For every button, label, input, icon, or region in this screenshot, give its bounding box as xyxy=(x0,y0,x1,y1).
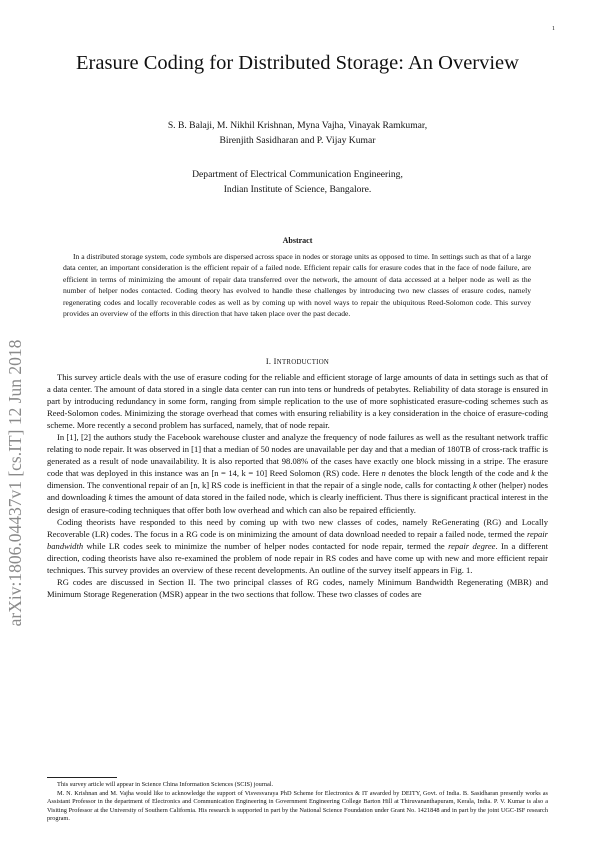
footnotes xyxy=(47,781,548,824)
paragraph-2-text-d: the dimension. The conventional repair of an xyxy=(47,468,549,491)
page-number: 1 xyxy=(552,26,555,32)
affiliation-line-1: Department of Electrical Communication Engineering, xyxy=(192,169,403,180)
math-k-3: k xyxy=(108,492,113,503)
paragraph-2-text-c: denotes the block length of the code and xyxy=(385,468,532,479)
paper-title: Erasure Coding for Distributed Storage: An Overview xyxy=(76,52,519,74)
math-code-params: [n = 14, k = 10] xyxy=(211,468,268,479)
abstract-text: In a distributed storage system, code symbols are dispersed across space in nodes or storage units as opposed to time. In settings such as that of a large data center, an important consideration is the efficient repair of a failed node. Efficient repair calls for erasure codes that in the face of node failure, are efficient in terms of minimizing the amount of repair data transferred over the network, the amount of data accessed at a helper node as well as the number of helper nodes contacted. Coding theory has evolved to handle these challenges by introducing two new classes of erasure codes, namely regenerating codes and locally recoverable codes as well as by coming up with novel ways to repair the ubiquitous Reed-Solomon code. This survey provides an overview of the efforts in this direction that have taken place over the past decade. xyxy=(63,252,531,319)
section-number: I. xyxy=(265,357,272,366)
paragraph-2 xyxy=(47,431,548,515)
paragraph-2-text-e: RS code is inefficient in that the repair of a single node, calls for contacting xyxy=(209,480,473,491)
authors-line-1: S. B. Balaji, M. Nikhil Krishnan, Myna Vajha, Vinayak Ramkumar, xyxy=(167,120,428,131)
section-heading xyxy=(0,357,595,366)
footnote-rule xyxy=(47,777,117,778)
math-k: k xyxy=(531,468,536,479)
affiliation-line-2: Indian Institute of Science, Bangalore. xyxy=(223,183,372,195)
math-k-2: k xyxy=(472,480,477,491)
arxiv-identifier-stamp: arXiv:1806.04437v1 [cs.IT] 12 Jun 2018 xyxy=(5,339,25,627)
affiliation xyxy=(80,168,515,197)
math-n-k: [n, k] xyxy=(190,480,210,491)
footnote-2: M. N. Krishnan and M. Vajha would like to acknowledge the support of Visvesvaraya PhD Scheme for Electronics & IT awarded by DEITY, Govt. of India. B. Sasidharan presently works as Assistant Professor in the department of Electronics and Communication Engineering in Government Engineering College Barton Hill at Thiruvananthapuram, Kerala, India. P. V. Kumar is also a Visiting Professor at the University of Southern California. His research is supported in part by the National Science Foundation under Grant No. 1421848 and in part by the joint UGC-ISF research program. xyxy=(47,789,548,823)
author-list xyxy=(80,119,515,148)
paragraph-3 xyxy=(47,516,548,576)
paragraph-3-text-c: . In a different direction, coding theorists have also re-examined the problem of node repair in RS codes and have come up with new and more efficient repair techniques. This survey provides an overview of these recent developments. An outline of the survey itself appears in Fig. 1. xyxy=(47,540,549,575)
paragraph-2-text-g: times the amount of data stored in the failed node, which is clearly inefficient. Thus there is significant practical interest in the design of erasure-coding techniques that offer both low overhead and which can also be repaired efficiently. xyxy=(47,492,548,515)
section-title xyxy=(274,357,329,366)
section-title-smallcaps: NTRODUCTION xyxy=(276,359,330,366)
paragraph-2-text-a: In [1], [2] the authors study the Facebook warehouse cluster and analyze the frequency of node failures as well as the resultant network traffic relating to node repair. It was observed in [1] that a median of 50 nodes are unavailable per day and that a median of 180TB of cross-rack traffic is generated as a result of node unavailability. It is also reported that 98.08% of the cases have exactly one block missing in a stripe. The erasure code that was deployed in this instance was an xyxy=(47,432,548,479)
paragraph-2-text-f: other (helper) nodes and downloading xyxy=(47,480,548,503)
abstract-heading: Abstract xyxy=(282,236,313,245)
paragraph-3-text-a: Coding theorists have responded to this need by coming up with two new classes of codes, namely ReGenerating (RG) and Locally Recoverable (LR) codes. The focus in a RG code is on minimizing the amount of data download needed to repair a failed node, termed the xyxy=(47,516,548,539)
footnote-1: This survey article will appear in Science China Information Sciences (SCIS) journal. xyxy=(57,781,274,788)
term-repair-degree: repair degree xyxy=(448,540,496,551)
body-text xyxy=(47,371,548,600)
paragraph-3-text-b: while LR codes seek to minimize the number of helper nodes contacted for node repair, termed the xyxy=(83,540,449,551)
term-repair-bandwidth: repair bandwidth xyxy=(47,528,548,551)
section-title-initial: I xyxy=(273,357,277,366)
math-n: n xyxy=(381,468,386,479)
paragraph-2-text-b: Reed Solomon (RS) code. Here xyxy=(267,468,382,479)
authors-line-2: Birenjith Sasidharan and P. Vijay Kumar xyxy=(219,134,376,146)
paragraph-1: This survey article deals with the use of erasure coding for the reliable and efficient storage of large amounts of data in settings such as that of a data center. The amount of data stored in a single data center can run into tens or hundreds of petabytes. Reliability of data storage is ensured in part by introducing redundancy in some form, ranging from simple replication to the use of more sophisticated erasure-coding schemes such as Reed-Solomon codes. Minimizing the storage overhead that comes with ensuring reliability is a key consideration in the choice of erasure-coding scheme. More recently a second problem has surfaced, namely, that of node repair. xyxy=(47,372,548,431)
paragraph-4: RG codes are discussed in Section II. The two principal classes of RG codes, namely Minimum Bandwidth Regenerating (MBR) and Minimum Storage Regeneration (MSR) appear in the two sections that follow. These two classes of codes are xyxy=(47,576,548,599)
